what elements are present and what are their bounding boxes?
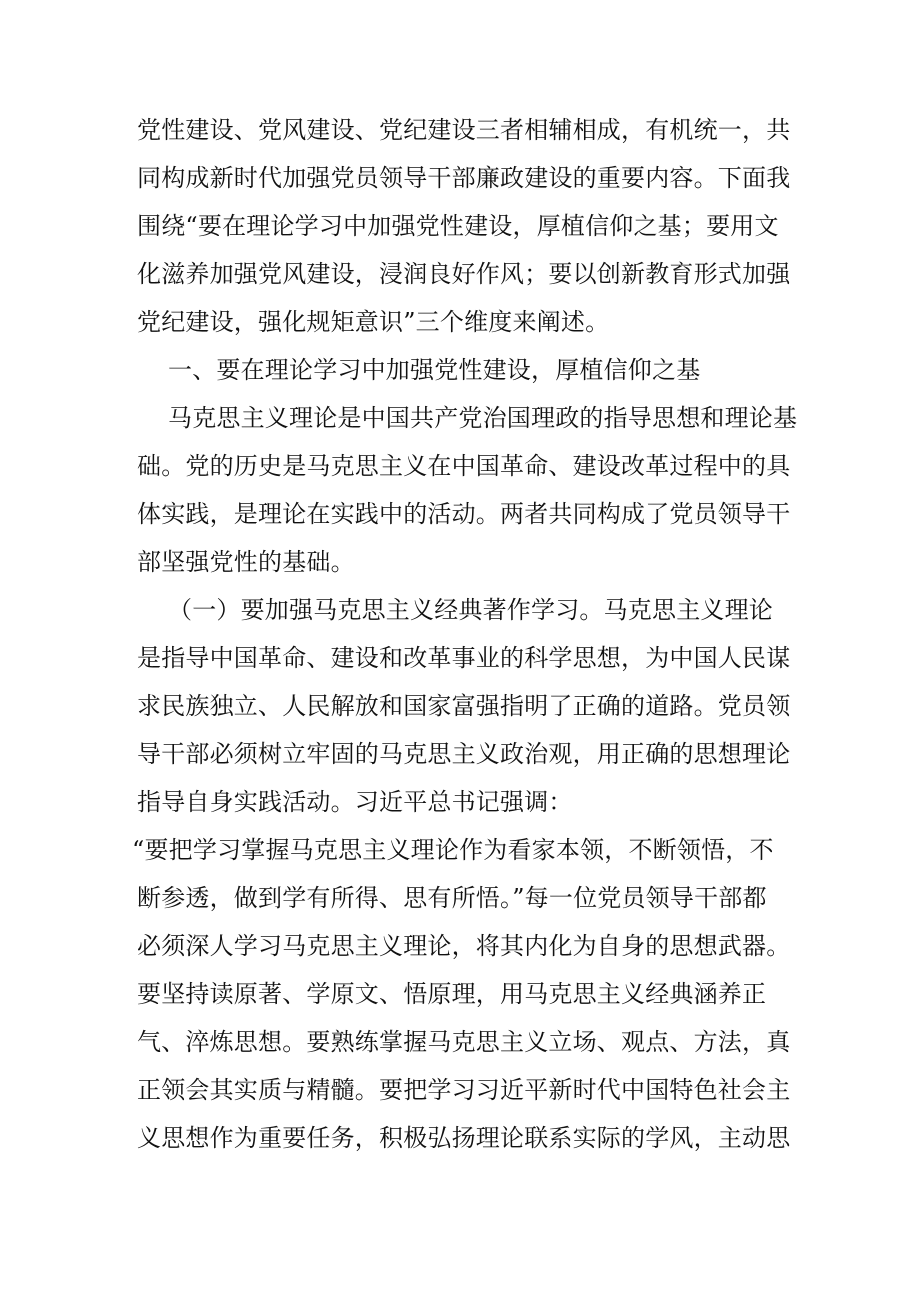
text-line: 同构成新时代加强党员领导干部廉政建设的重要内容。下面我	[137, 164, 791, 192]
text-line: 断参透，做到学有所得、思有所悟。”每一位党员领导干部都	[137, 884, 767, 912]
text-line: 党性建设、党风建设、党纪建设三者相辅相成，有机统一，共	[137, 116, 791, 144]
text-line: 体实践，是理论在实践中的活动。两者共同构成了党员领导干	[137, 500, 791, 528]
text-line: 导干部必须树立牢固的马克思主义政治观，用正确的思想理论	[137, 740, 791, 768]
text-line: 部坚强党性的基础。	[137, 548, 355, 576]
text-line: 化滋养加强党风建设，浸润良好作风；要以创新教育形式加强	[137, 260, 791, 288]
text-line: 围绕“要在理论学习中加强党性建设，厚植信仰之基；要用文	[137, 212, 779, 240]
section-heading: 一、要在理论学习中加强党性建设，厚植信仰之基	[168, 356, 701, 384]
text-line: 础。党的历史是马克思主义在中国革命、建设改革过程中的具	[137, 452, 791, 480]
text-line: 要坚持读原著、学原文、悟原理，用马克思主义经典涵养正	[137, 980, 767, 1008]
text-line: 必须深人学习马克思主义理论，将其内化为自身的思想武器。	[137, 932, 791, 960]
text-line: 是指导中国革命、建设和改革事业的科学思想，为中国人民谋	[137, 644, 791, 672]
quote-line: “要把学习掌握马克思主义理论作为看家本领，不断领悟，不	[132, 836, 774, 864]
text-line: 义思想作为重要任务，积极弘扬理论联系实际的学风，主动思	[137, 1124, 791, 1152]
subsection-heading: （一）要加强马克思主义经典著作学习。马克思主义理论	[168, 596, 773, 624]
text-line: 马克思主义理论是中国共产党治国理政的指导思想和理论基	[168, 404, 798, 432]
text-line: 指导自身实践活动。习近平总书记强调：	[137, 788, 573, 816]
text-line: 党纪建设，强化规矩意识”三个维度来阐述。	[137, 308, 610, 336]
text-line: 求民族独立、人民解放和国家富强指明了正确的道路。党员领	[137, 692, 791, 720]
text-line: 气、淬炼思想。要熟练掌握马克思主义立场、观点、方法，真	[137, 1028, 791, 1056]
text-line: 正领会其实质与精髓。要把学习习近平新时代中国特色社会主	[137, 1076, 791, 1104]
